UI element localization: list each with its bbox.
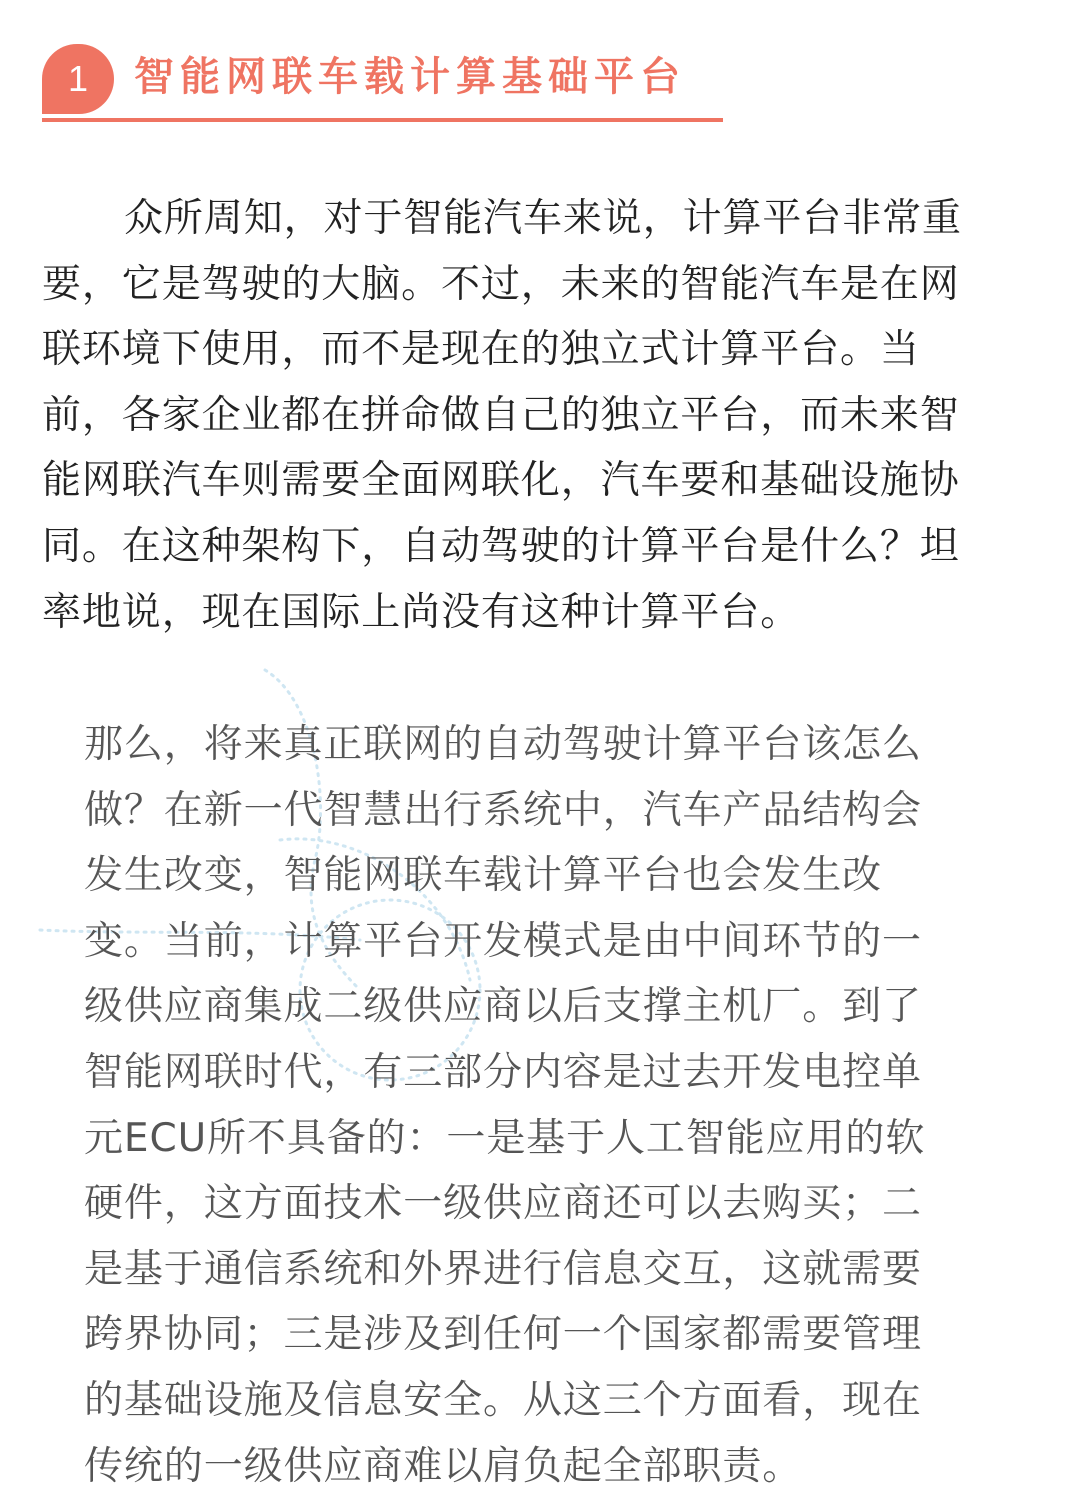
- paragraph-line: 是基于通信系统和外界进行信息交互，这就需要: [84, 1246, 922, 1292]
- paragraph-line: 众所周知，对于智能汽车来说，计算平台非常重: [124, 196, 962, 241]
- paragraph-line: 要，它是驾驶的大脑。不过，未来的智能汽车是在网: [42, 261, 960, 307]
- quote-paragraph: [84, 712, 1004, 1499]
- paragraph-line: 前，各家企业都在拼命做自己的独立平台，而未来智: [42, 392, 960, 438]
- paragraph-line: 元ECU所不具备的：一是基于人工智能应用的软: [84, 1115, 926, 1161]
- paragraph-line: 智能网联时代，有三部分内容是过去开发电控单: [84, 1049, 922, 1095]
- paragraph-line: 级供应商集成二级供应商以后支撑主机厂。到了: [84, 984, 922, 1030]
- paragraph-line: 做？在新一代智慧出行系统中，汽车产品结构会: [84, 787, 922, 833]
- paragraph-line: 跨界协同；三是涉及到任何一个国家都需要管理: [84, 1312, 922, 1358]
- section-number-badge: 1: [42, 44, 114, 114]
- paragraph-line: 变。当前，计算平台开发模式是由中间环节的一: [84, 918, 922, 964]
- paragraph-line: 发生改变，智能网联车载计算平台也会发生改: [84, 853, 883, 899]
- paragraph-line: 的基础设施及信息安全。从这三个方面看，现在: [84, 1377, 922, 1423]
- paragraph-line: 率地说，现在国际上尚没有这种计算平台。: [42, 589, 801, 635]
- paragraph-line: 那么，将来真正联网的自动驾驶计算平台该怎么: [84, 722, 922, 767]
- section-title: 智能网联车载计算基础平台: [134, 54, 686, 100]
- intro-paragraph: [42, 186, 1042, 645]
- section-underline: [42, 118, 723, 122]
- paragraph-line: 硬件，这方面技术一级供应商还可以去购买；二: [84, 1181, 922, 1227]
- paragraph-line: 联环境下使用，而不是现在的独立式计算平台。当: [42, 327, 920, 373]
- paragraph-line: 能网联汽车则需要全面网联化，汽车要和基础设施协: [42, 458, 960, 504]
- section-header: [42, 40, 732, 124]
- paragraph-line: 同。在这种架构下，自动驾驶的计算平台是什么？坦: [42, 523, 960, 569]
- paragraph-line: 传统的一级供应商难以肩负起全部职责。: [84, 1443, 803, 1489]
